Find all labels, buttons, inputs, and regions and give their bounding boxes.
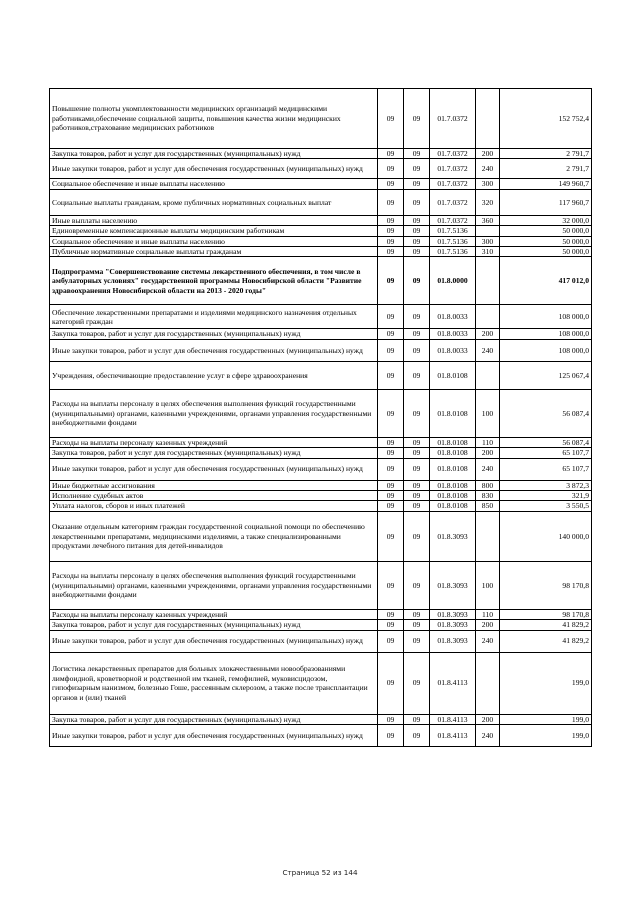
row-amount-cell: 149 960,7 — [500, 179, 592, 189]
row-name-cell: Закупка товаров, работ и услуг для государственных (муниципальных) нужд — [50, 714, 378, 724]
row-amount-cell: 108 000,0 — [500, 305, 592, 329]
row-name-cell: Расходы на выплаты персоналу в целях обеспечения выполнения функций государственными (муниципальными) органами, казенными учреждениями, органами управления государственными внебюджетными фондами — [50, 561, 378, 609]
row-amount-cell: 50 000,0 — [500, 247, 592, 257]
row-name-cell: Закупка товаров, работ и услуг для государственных (муниципальных) нужд — [50, 329, 378, 339]
row-expense-type-cell: 360 — [476, 215, 500, 225]
row-expense-type-cell — [476, 226, 500, 236]
row-name-cell: Оказание отдельным категориям граждан государственной социальной помощи по обеспечению лекарственными препаратами, медицинскими изделиями, а также специализированными продуктами лечебного питания для детей-инвалидов — [50, 511, 378, 561]
row-section-cell: 09 — [378, 179, 404, 189]
row-subsection-cell: 09 — [404, 630, 430, 652]
row-amount-cell: 140 000,0 — [500, 511, 592, 561]
row-amount-cell: 41 829,2 — [500, 630, 592, 652]
row-target-code-cell: 01.8.0108 — [430, 361, 476, 389]
row-amount-cell: 199,0 — [500, 714, 592, 724]
row-amount-cell: 108 000,0 — [500, 329, 592, 339]
budget-table — [49, 88, 592, 747]
row-target-code-cell: 01.8.0108 — [430, 458, 476, 480]
row-section-cell: 09 — [378, 501, 404, 511]
row-section-cell: 09 — [378, 458, 404, 480]
row-section-cell: 09 — [378, 226, 404, 236]
row-amount-cell: 3 872,3 — [500, 480, 592, 490]
row-name-cell: Иные закупки товаров, работ и услуг для обеспечения государственных (муниципальных) нужд — [50, 458, 378, 480]
table-row — [50, 257, 592, 305]
row-section-cell: 09 — [378, 491, 404, 501]
row-expense-type-cell: 200 — [476, 620, 500, 630]
table-row — [50, 437, 592, 447]
row-expense-type-cell: 110 — [476, 609, 500, 619]
table-row — [50, 247, 592, 257]
row-subsection-cell: 09 — [404, 437, 430, 447]
row-target-code-cell: 01.7.0372 — [430, 159, 476, 179]
row-subsection-cell: 09 — [404, 236, 430, 246]
row-subsection-cell: 09 — [404, 89, 430, 149]
row-target-code-cell: 01.7.5136 — [430, 247, 476, 257]
row-target-code-cell: 01.7.5136 — [430, 226, 476, 236]
table-row — [50, 159, 592, 179]
row-expense-type-cell: 240 — [476, 725, 500, 747]
table-row — [50, 491, 592, 501]
table-row — [50, 652, 592, 714]
row-name-cell: Закупка товаров, работ и услуг для государственных (муниципальных) нужд — [50, 448, 378, 458]
row-target-code-cell: 01.7.0372 — [430, 215, 476, 225]
row-section-cell: 09 — [378, 215, 404, 225]
row-target-code-cell: 01.8.0108 — [430, 448, 476, 458]
row-name-cell: Закупка товаров, работ и услуг для государственных (муниципальных) нужд — [50, 149, 378, 159]
table-row — [50, 458, 592, 480]
row-section-cell: 09 — [378, 329, 404, 339]
row-section-cell: 09 — [378, 437, 404, 447]
row-target-code-cell: 01.8.3093 — [430, 511, 476, 561]
table-row — [50, 149, 592, 159]
row-expense-type-cell — [476, 652, 500, 714]
row-section-cell: 09 — [378, 725, 404, 747]
row-target-code-cell: 01.8.0108 — [430, 480, 476, 490]
row-expense-type-cell: 310 — [476, 247, 500, 257]
row-subsection-cell: 09 — [404, 339, 430, 361]
row-section-cell: 09 — [378, 305, 404, 329]
row-subsection-cell: 09 — [404, 609, 430, 619]
row-target-code-cell: 01.7.0372 — [430, 189, 476, 215]
row-amount-cell: 41 829,2 — [500, 620, 592, 630]
row-amount-cell: 321,9 — [500, 491, 592, 501]
row-expense-type-cell: 200 — [476, 149, 500, 159]
row-subsection-cell: 09 — [404, 215, 430, 225]
table-row — [50, 561, 592, 609]
row-expense-type-cell: 100 — [476, 389, 500, 437]
table-row — [50, 89, 592, 149]
row-section-cell: 09 — [378, 89, 404, 149]
row-subsection-cell: 09 — [404, 179, 430, 189]
row-target-code-cell: 01.8.0108 — [430, 491, 476, 501]
row-name-cell: Повышение полноты укомплектованности медицинских организаций медицинскими работниками,обеспечение социальной защиты, повышения качества жизни медицинских работников,страхование медицинских работников — [50, 89, 378, 149]
row-amount-cell: 125 067,4 — [500, 361, 592, 389]
row-name-cell: Учреждения, обеспечивающие предоставление услуг в сфере здравоохранения — [50, 361, 378, 389]
row-expense-type-cell: 110 — [476, 437, 500, 447]
row-expense-type-cell: 240 — [476, 458, 500, 480]
row-subsection-cell: 09 — [404, 448, 430, 458]
row-subsection-cell: 09 — [404, 561, 430, 609]
row-expense-type-cell: 300 — [476, 236, 500, 246]
row-subsection-cell: 09 — [404, 361, 430, 389]
row-name-cell: Подпрограмма "Совершенствование системы лекарственного обеспечения, в том числе в амбулаторных условиях" государственной программы Новосибирской области "Развитие здравоохранения Новосибирской области на 2013 - 2020 годы" — [50, 257, 378, 305]
table-row — [50, 361, 592, 389]
row-target-code-cell: 01.8.0033 — [430, 339, 476, 361]
row-target-code-cell: 01.8.0033 — [430, 305, 476, 329]
row-target-code-cell: 01.8.0033 — [430, 329, 476, 339]
row-subsection-cell: 09 — [404, 501, 430, 511]
row-subsection-cell: 09 — [404, 714, 430, 724]
row-section-cell: 09 — [378, 620, 404, 630]
row-expense-type-cell: 830 — [476, 491, 500, 501]
table-row — [50, 609, 592, 619]
row-name-cell: Расходы на выплаты персоналу в целях обеспечения выполнения функций государственными (муниципальными) органами, казенными учреждениями, органами управления государственными внебюджетными фондами — [50, 389, 378, 437]
table-row — [50, 189, 592, 215]
row-section-cell: 09 — [378, 159, 404, 179]
row-amount-cell: 50 000,0 — [500, 236, 592, 246]
table-row — [50, 501, 592, 511]
row-target-code-cell: 01.8.4113 — [430, 725, 476, 747]
row-subsection-cell: 09 — [404, 189, 430, 215]
row-section-cell: 09 — [378, 480, 404, 490]
row-section-cell: 09 — [378, 149, 404, 159]
row-target-code-cell: 01.7.0372 — [430, 89, 476, 149]
row-expense-type-cell: 300 — [476, 179, 500, 189]
table-row — [50, 448, 592, 458]
row-name-cell: Расходы на выплаты персоналу казенных учреждений — [50, 437, 378, 447]
row-name-cell: Социальные выплаты гражданам, кроме публичных нормативных социальных выплат — [50, 189, 378, 215]
row-section-cell: 09 — [378, 630, 404, 652]
row-target-code-cell: 01.8.3093 — [430, 561, 476, 609]
row-name-cell: Иные закупки товаров, работ и услуг для обеспечения государственных (муниципальных) нужд — [50, 725, 378, 747]
row-amount-cell: 65 107,7 — [500, 458, 592, 480]
table-row — [50, 339, 592, 361]
row-expense-type-cell: 100 — [476, 561, 500, 609]
table-row — [50, 236, 592, 246]
row-section-cell: 09 — [378, 361, 404, 389]
row-name-cell: Логистика лекарственных препаратов для больных злокачественными новообразованиями лимфоидной, кроветворной и родственной им тканей, гемофилией, муковисцидозом, гипофизарным нанизмом, болезнью Гоше, рассеянным склерозом, а также после трансплантации органов и (или) тканей — [50, 652, 378, 714]
row-amount-cell: 56 087,4 — [500, 437, 592, 447]
row-name-cell: Иные выплаты населению — [50, 215, 378, 225]
budget-table-body — [50, 89, 592, 747]
row-section-cell: 09 — [378, 448, 404, 458]
row-amount-cell: 108 000,0 — [500, 339, 592, 361]
row-section-cell: 09 — [378, 247, 404, 257]
row-target-code-cell: 01.8.3093 — [430, 630, 476, 652]
row-subsection-cell: 09 — [404, 305, 430, 329]
row-section-cell: 09 — [378, 189, 404, 215]
table-row — [50, 329, 592, 339]
row-subsection-cell: 09 — [404, 329, 430, 339]
row-expense-type-cell: 240 — [476, 159, 500, 179]
row-name-cell: Единовременные компенсационные выплаты медицинским работникам — [50, 226, 378, 236]
row-amount-cell: 117 960,7 — [500, 189, 592, 215]
row-section-cell: 09 — [378, 652, 404, 714]
row-amount-cell: 199,0 — [500, 652, 592, 714]
row-expense-type-cell — [476, 361, 500, 389]
table-row — [50, 714, 592, 724]
row-subsection-cell: 09 — [404, 725, 430, 747]
row-section-cell: 09 — [378, 561, 404, 609]
row-name-cell: Иные закупки товаров, работ и услуг для обеспечения государственных (муниципальных) нужд — [50, 159, 378, 179]
row-subsection-cell: 09 — [404, 620, 430, 630]
row-subsection-cell: 09 — [404, 247, 430, 257]
row-target-code-cell: 01.8.4113 — [430, 652, 476, 714]
row-name-cell: Социальное обеспечение и иные выплаты населению — [50, 236, 378, 246]
row-amount-cell: 417 012,0 — [500, 257, 592, 305]
page-number: Страница 52 из 144 — [282, 868, 358, 877]
row-expense-type-cell: 240 — [476, 339, 500, 361]
row-expense-type-cell: 200 — [476, 714, 500, 724]
row-amount-cell: 98 170,8 — [500, 561, 592, 609]
row-expense-type-cell — [476, 511, 500, 561]
row-target-code-cell: 01.7.0372 — [430, 149, 476, 159]
row-target-code-cell: 01.7.0372 — [430, 179, 476, 189]
row-amount-cell: 65 107,7 — [500, 448, 592, 458]
table-row — [50, 305, 592, 329]
row-name-cell: Закупка товаров, работ и услуг для государственных (муниципальных) нужд — [50, 620, 378, 630]
row-subsection-cell: 09 — [404, 389, 430, 437]
row-section-cell: 09 — [378, 236, 404, 246]
row-subsection-cell: 09 — [404, 149, 430, 159]
row-name-cell: Исполнение судебных актов — [50, 491, 378, 501]
row-expense-type-cell: 800 — [476, 480, 500, 490]
row-subsection-cell: 09 — [404, 159, 430, 179]
table-row — [50, 226, 592, 236]
row-subsection-cell: 09 — [404, 458, 430, 480]
row-subsection-cell: 09 — [404, 257, 430, 305]
row-section-cell: 09 — [378, 714, 404, 724]
table-row — [50, 511, 592, 561]
row-target-code-cell: 01.8.3093 — [430, 609, 476, 619]
row-target-code-cell: 01.8.0108 — [430, 389, 476, 437]
row-section-cell: 09 — [378, 257, 404, 305]
table-row — [50, 725, 592, 747]
row-name-cell: Иные закупки товаров, работ и услуг для обеспечения государственных (муниципальных) нужд — [50, 630, 378, 652]
row-name-cell: Публичные нормативные социальные выплаты гражданам — [50, 247, 378, 257]
row-expense-type-cell: 850 — [476, 501, 500, 511]
table-row — [50, 179, 592, 189]
row-name-cell: Уплата налогов, сборов и иных платежей — [50, 501, 378, 511]
row-name-cell: Расходы на выплаты персоналу казенных учреждений — [50, 609, 378, 619]
row-target-code-cell: 01.8.4113 — [430, 714, 476, 724]
row-amount-cell: 2 791,7 — [500, 149, 592, 159]
table-row — [50, 389, 592, 437]
row-amount-cell: 56 087,4 — [500, 389, 592, 437]
row-name-cell: Обеспечение лекарственными препаратами и изделиями медицинского назначения отдельных категорий граждан — [50, 305, 378, 329]
row-amount-cell: 2 791,7 — [500, 159, 592, 179]
row-section-cell: 09 — [378, 339, 404, 361]
row-amount-cell: 152 752,4 — [500, 89, 592, 149]
row-expense-type-cell: 200 — [476, 329, 500, 339]
table-row — [50, 620, 592, 630]
row-section-cell: 09 — [378, 511, 404, 561]
row-amount-cell: 32 000,0 — [500, 215, 592, 225]
row-subsection-cell: 09 — [404, 491, 430, 501]
row-expense-type-cell — [476, 89, 500, 149]
row-expense-type-cell: 240 — [476, 630, 500, 652]
table-row — [50, 630, 592, 652]
row-amount-cell: 3 550,5 — [500, 501, 592, 511]
row-target-code-cell: 01.8.3093 — [430, 620, 476, 630]
row-amount-cell: 199,0 — [500, 725, 592, 747]
row-target-code-cell: 01.8.0000 — [430, 257, 476, 305]
row-expense-type-cell — [476, 257, 500, 305]
row-target-code-cell: 01.8.0108 — [430, 437, 476, 447]
row-expense-type-cell: 200 — [476, 448, 500, 458]
row-expense-type-cell — [476, 305, 500, 329]
row-name-cell: Иные закупки товаров, работ и услуг для обеспечения государственных (муниципальных) нужд — [50, 339, 378, 361]
table-row — [50, 215, 592, 225]
row-section-cell: 09 — [378, 389, 404, 437]
row-amount-cell: 50 000,0 — [500, 226, 592, 236]
row-name-cell: Социальное обеспечение и иные выплаты населению — [50, 179, 378, 189]
row-amount-cell: 98 170,8 — [500, 609, 592, 619]
row-subsection-cell: 09 — [404, 652, 430, 714]
row-subsection-cell: 09 — [404, 480, 430, 490]
table-row — [50, 480, 592, 490]
row-expense-type-cell: 320 — [476, 189, 500, 215]
row-name-cell: Иные бюджетные ассигнования — [50, 480, 378, 490]
row-subsection-cell: 09 — [404, 511, 430, 561]
row-target-code-cell: 01.7.5136 — [430, 236, 476, 246]
row-section-cell: 09 — [378, 609, 404, 619]
row-target-code-cell: 01.8.0108 — [430, 501, 476, 511]
row-subsection-cell: 09 — [404, 226, 430, 236]
